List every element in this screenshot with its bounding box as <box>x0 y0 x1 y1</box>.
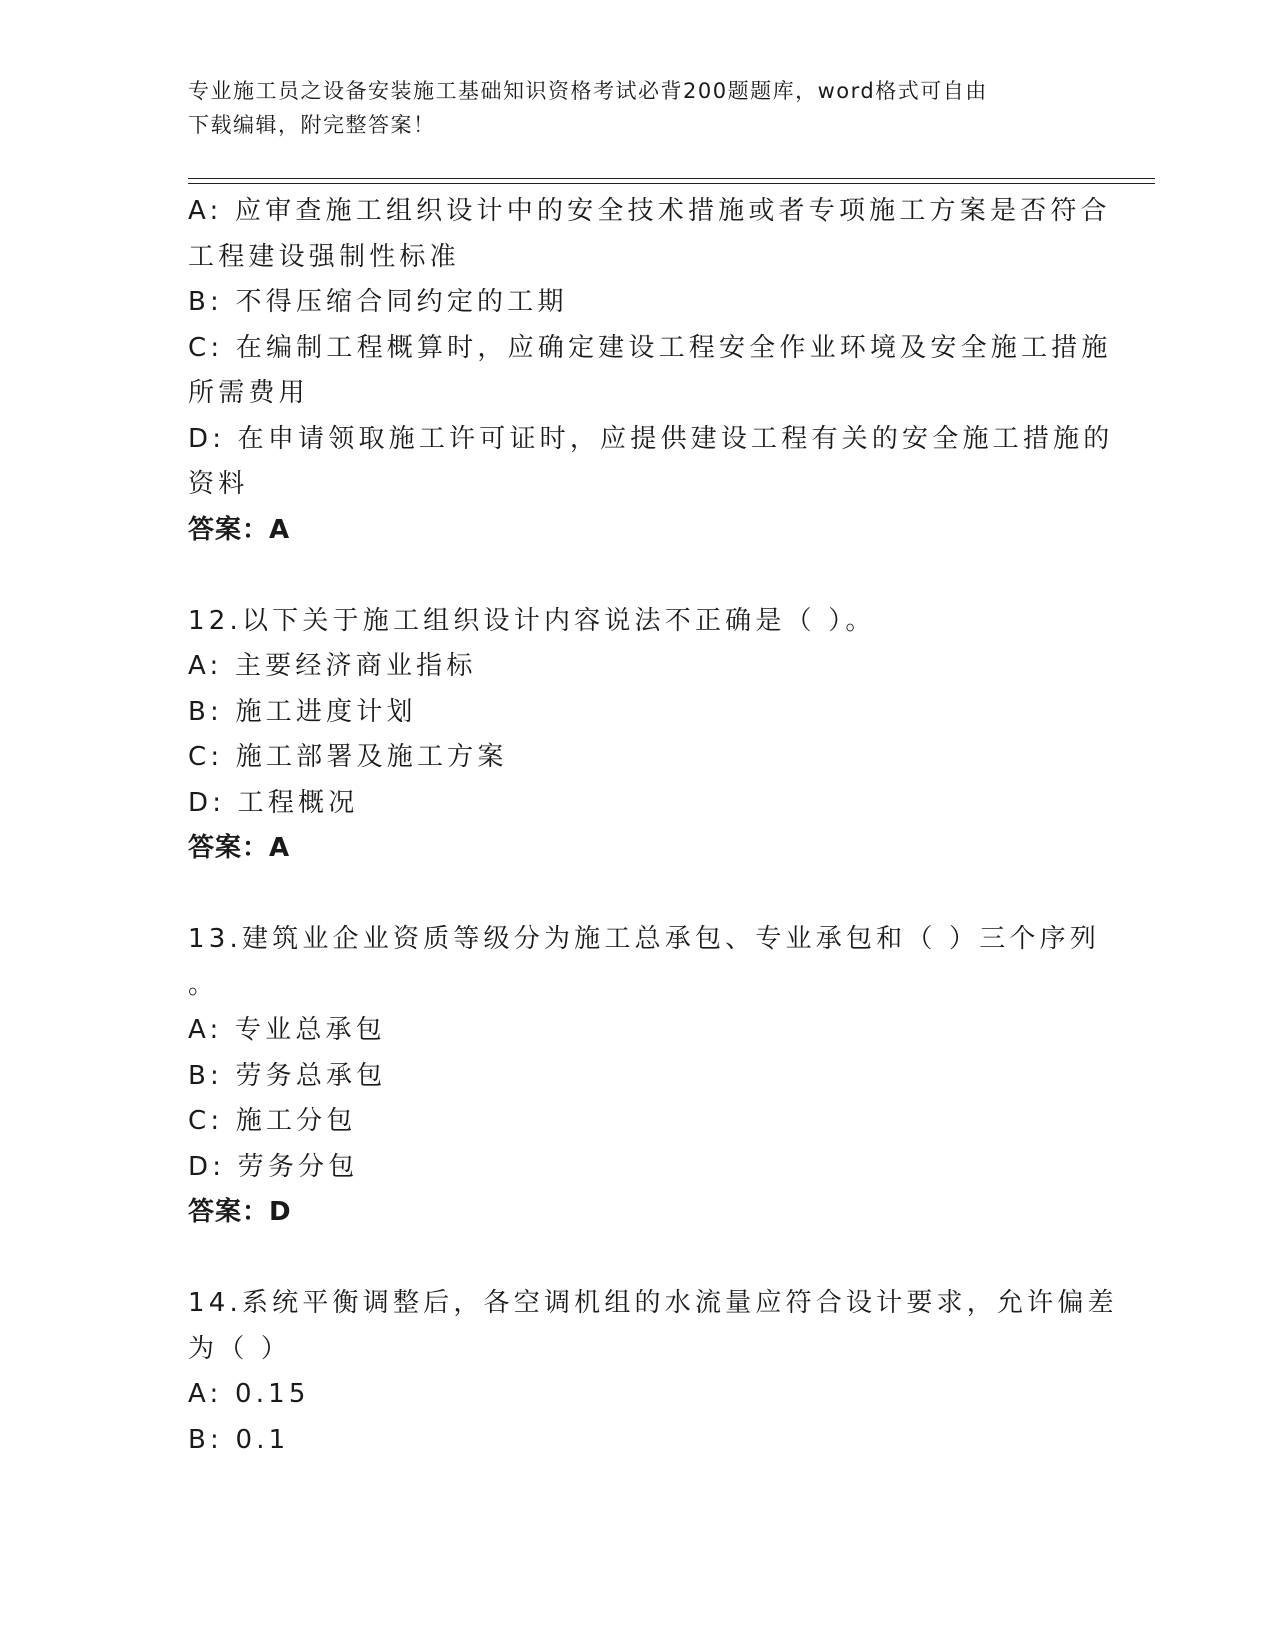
option-d-line-1: D: 在申请领取施工许可证时，应提供建设工程有关的安全施工措施的 <box>188 423 1114 454</box>
question-stem: 12.以下关于施工组织设计内容说法不正确是（ ）。 <box>188 605 876 636</box>
option-b: B: 0.1 <box>188 1424 290 1455</box>
spacer <box>188 872 1088 918</box>
header-line-1: 专业施工员之设备安装施工基础知识资格考试必背200题题库，word格式可自由 <box>188 79 988 103</box>
option-c: C: 施工分包 <box>188 1106 357 1136</box>
question-stem-line-2: 。 <box>188 969 219 1000</box>
question-14-block <box>188 1281 1118 1463</box>
option-a: A: 专业总承包 <box>188 1015 386 1045</box>
header-line-2: 下载编辑，附完整答案！ <box>188 113 436 137</box>
question-list <box>188 189 1118 1463</box>
option-a-line-2: 工程建设强制性标准 <box>188 241 460 272</box>
option-a: A: 0.15 <box>188 1379 310 1409</box>
option-d: D: 劳务分包 <box>188 1151 359 1182</box>
header-divider-bottom <box>188 183 1155 184</box>
option-c-line-2: 所需费用 <box>188 378 309 408</box>
option-a: A: 主要经济商业指标 <box>188 651 477 681</box>
option-b: B: 不得压缩合同约定的工期 <box>188 287 568 317</box>
option-c-line-1: C: 在编制工程概算时，应确定建设工程安全作业环境及安全施工措施 <box>188 332 1112 363</box>
option-b: B: 劳务总承包 <box>188 1060 387 1091</box>
question-12-block <box>188 599 1088 872</box>
option-b: B: 施工进度计划 <box>188 696 417 727</box>
document-header <box>188 74 1068 142</box>
question-stem-line-1: 13.建筑业企业资质等级分为施工总承包、专业承包和（ ）三个序列 <box>188 924 1101 954</box>
answer: 答案：A <box>188 833 291 863</box>
previous-question-block <box>188 189 1114 553</box>
answer: 答案：D <box>188 1197 292 1227</box>
spacer <box>188 1236 1088 1282</box>
question-stem-line-2: 为（ ） <box>188 1333 292 1364</box>
option-d: D: 工程概况 <box>188 787 359 818</box>
answer: 答案：A <box>188 514 291 545</box>
option-a-line-1: A: 应审查施工组织设计中的安全技术措施或者专项施工方案是否符合 <box>188 196 1111 226</box>
spacer <box>188 553 1088 599</box>
option-d-line-2: 资料 <box>188 469 249 499</box>
header-divider-top <box>188 178 1155 179</box>
question-13-block <box>188 917 1101 1236</box>
option-c: C: 施工部署及施工方案 <box>188 742 508 772</box>
question-stem-line-1: 14.系统平衡调整后，各空调机组的水流量应符合设计要求，允许偏差 <box>188 1288 1118 1318</box>
